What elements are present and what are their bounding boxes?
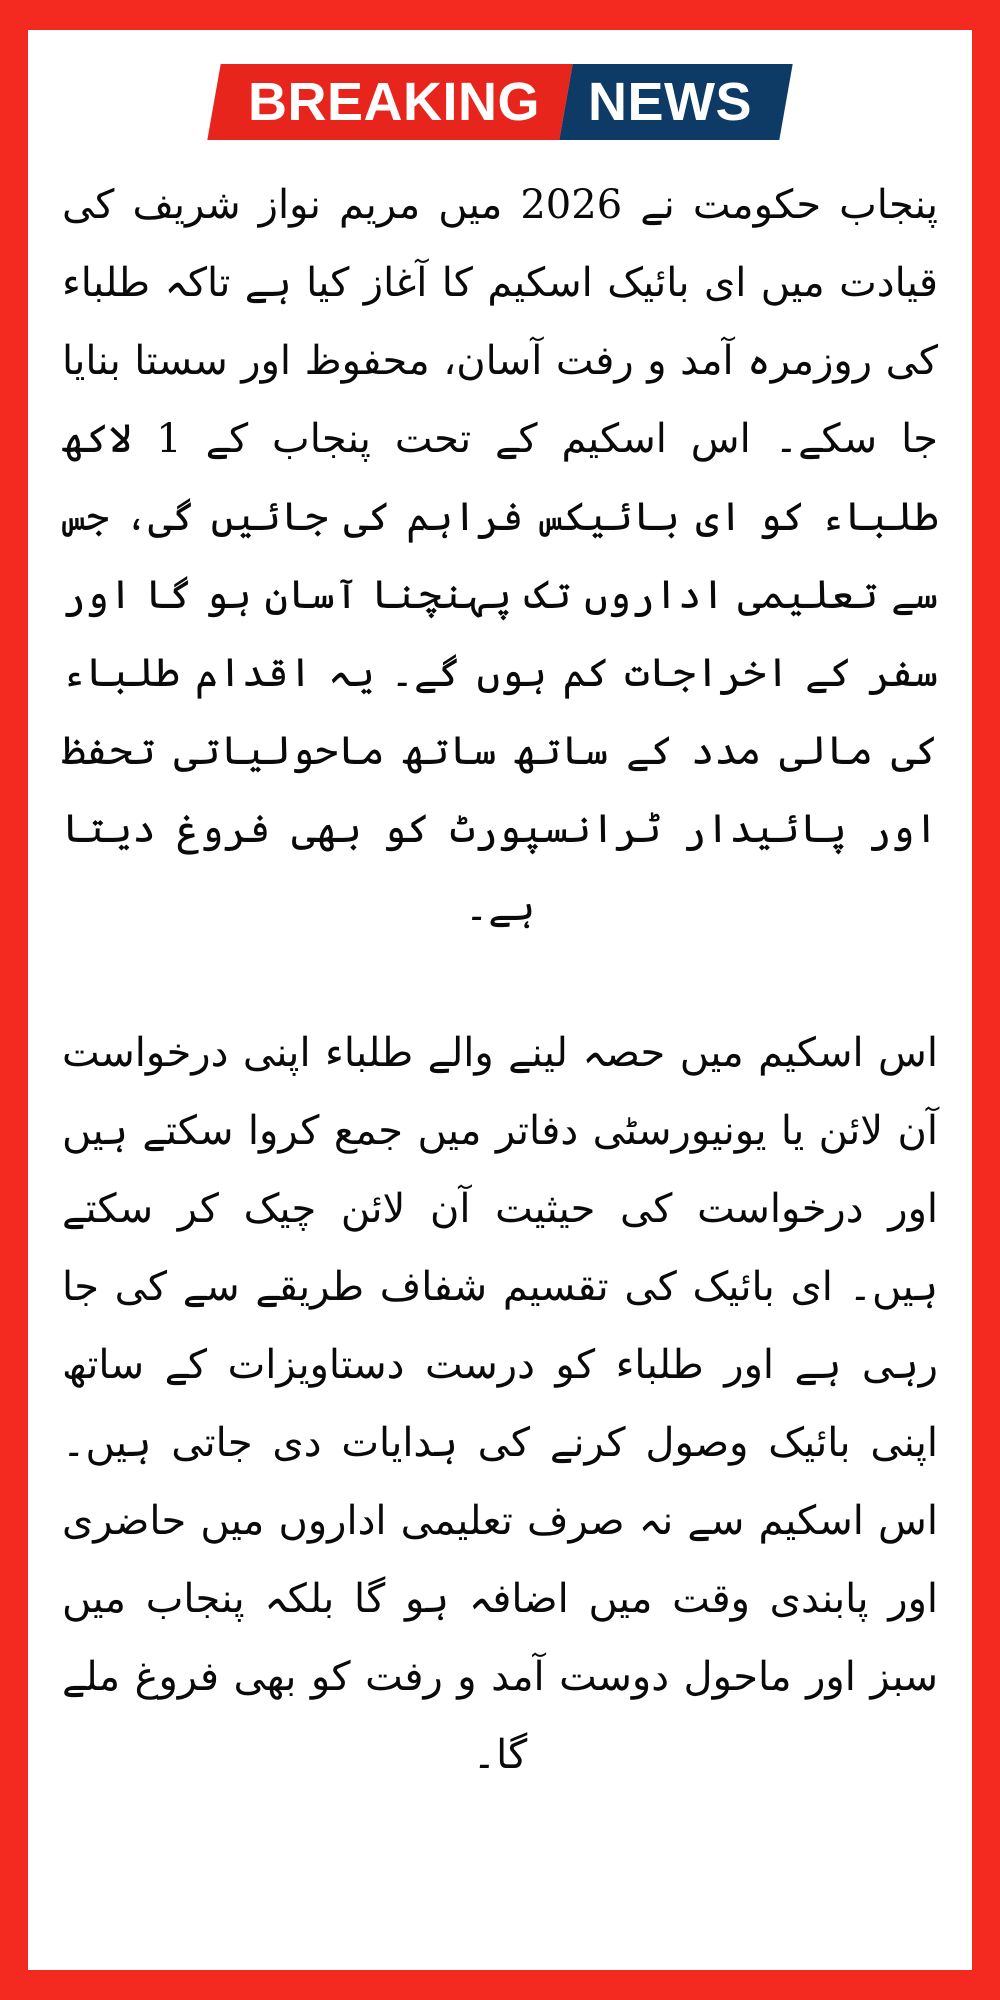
- article-body: [50, 166, 950, 1794]
- breaking-news-banner: [62, 64, 938, 140]
- article-sheet: [28, 30, 972, 1970]
- article-paragraph-2: اس اسکیم میں حصہ لینے والے طلباء اپنی درخواست آن لائن یا یونیورسٹی دفاتر میں جمع کروا سکتے ہیں اور درخواست کی حیثیت آن لائن چیک کر سکتے ہیں۔ ای بائیک کی تقسیم شفاف طریقے سے کی جا رہی ہے اور طلباء کو درست دستاویزات کے ساتھ اپنی بائیک وصول کرنے کی ہدایات دی جاتی ہیں۔ اس اسکیم سے نہ صرف تعلیمی اداروں میں حاضری اور پابندی وقت میں اضافہ ہو گا بلکہ پنجاب میں سبز اور ماحول دوست آمد و رفت کو بھی فروغ ملے گا۔: [62, 1030, 938, 1778]
- banner-breaking-block: [207, 64, 572, 140]
- banner-breaking-label: BREAKING: [247, 72, 540, 132]
- banner-inner: [207, 64, 792, 140]
- banner-news-block: [559, 64, 792, 140]
- article-paragraph-1: پنجاب حکومت نے 2026 میں مریم نواز شریف کی قیادت میں ای بائیک اسکیم کا آغاز کیا ہے تاکہ طلباء کی روزمرہ آمد و رفت آسان، محفوظ اور سستا بنایا جا سکے۔ اس اسکیم کے تحت پنجاب کے 1 لاکھ طلباء کو ای بائیکس فراہم کی جائیں گی، جس سے تعلیمی اداروں تک پہنچنا آسان ہو گا اور سفر کے اخراجات کم ہوں گے۔ یہ اقدام طلباء کی مالی مدد کے ساتھ ساتھ ماحولیاتی تحفظ اور پائیدار ٹرانسپورٹ کو بھی فروغ دیتا ہے۔: [62, 182, 939, 930]
- banner-news-label: NEWS: [588, 72, 752, 132]
- paragraph-spacer: [62, 1002, 938, 1014]
